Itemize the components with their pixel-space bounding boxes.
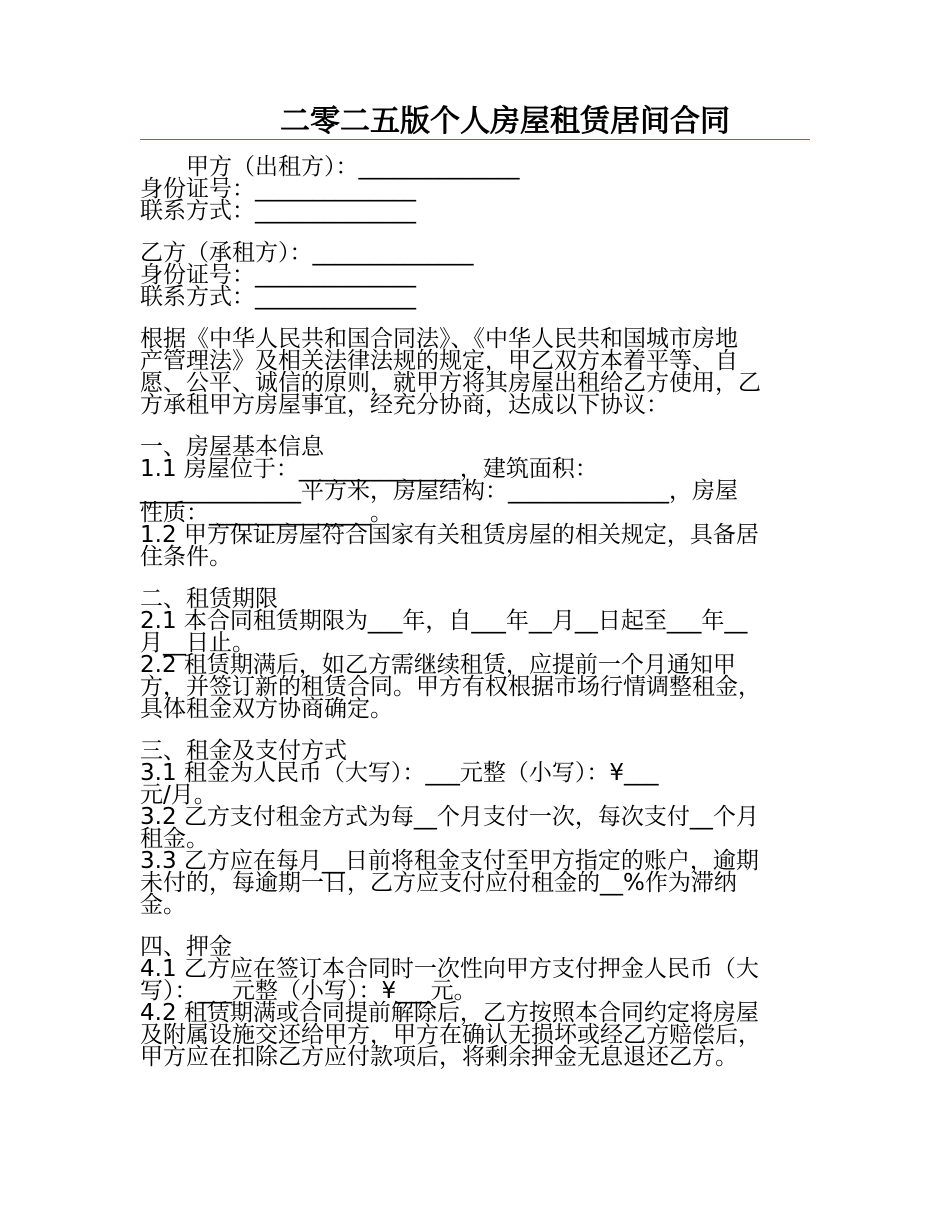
title-underline — [140, 139, 810, 140]
section-line: 3.3 乙方应在每月__日前将租金支付至甲方指定的账户，逾期 — [140, 848, 759, 874]
section-line: 未付的，每逾期一日，乙方应支付应付租金的__%作为滞纳 — [140, 870, 737, 896]
section-rent-payment — [140, 740, 810, 916]
section-line: 3.1 租金为人民币（大写）：___元整（小写）：¥___ — [140, 760, 659, 786]
section-line: 1.2 甲方保证房屋符合国家有关租赁房屋的相关规定，具备居 — [140, 522, 759, 548]
section-line: 3.2 乙方支付租金方式为每__个月支付一次，每次支付__个月 — [140, 804, 759, 830]
section-line: 元/月。 — [140, 782, 217, 808]
section-line: 4.1 乙方应在签订本合同时一次性向甲方支付押金人民币（大 — [140, 956, 759, 982]
section-deposit — [140, 936, 810, 1068]
section-line: 金。 — [140, 892, 186, 918]
preamble-line: 产管理法》及相关法律法规的规定，甲乙双方本着平等、自 — [140, 348, 738, 374]
party-a-name: 甲方（出租方）：______________ — [186, 154, 520, 180]
section-line: 2.2 租赁期满后，如乙方需继续租赁，应提前一个月通知甲 — [140, 652, 736, 678]
section-heading: 二、租赁期限 — [140, 586, 278, 612]
preamble-line: 方承租甲方房屋事宜，经充分协商，达成以下协议： — [140, 392, 669, 418]
section-line: 4.2 租赁期满或合同提前解除后，乙方按照本合同约定将房屋 — [140, 1000, 759, 1026]
section-line: 住条件。 — [140, 544, 232, 570]
section-line: 性质：______________。 — [140, 500, 393, 526]
party-b-contact: 联系方式：______________ — [140, 284, 416, 310]
section-line: 租金。 — [140, 826, 209, 852]
section-line: 月__日止。 — [140, 630, 255, 656]
section-line: 1.1 房屋位于：______________，建筑面积： — [140, 456, 598, 482]
party-b-name: 乙方（承租方）：______________ — [140, 240, 474, 266]
section-line: 甲方应在扣除乙方应付款项后，将剩余押金无息退还乙方。 — [140, 1044, 738, 1070]
party-a-id: 身份证号：______________ — [140, 176, 416, 202]
preamble-line: 根据《中华人民共和国合同法》、《中华人民共和国城市房地 — [140, 326, 738, 352]
section-heading: 四、押金 — [140, 934, 232, 960]
party-b-id: 身份证号：______________ — [140, 262, 416, 288]
preamble-line: 愿、公平、诚信的原则，就甲方将其房屋出租给乙方使用，乙 — [140, 370, 761, 396]
document-title: 二零二五版个人房屋租赁居间合同 — [280, 104, 730, 139]
preamble-paragraph — [140, 328, 810, 416]
section-lease-term — [140, 588, 810, 720]
section-basic-info — [140, 436, 810, 568]
section-line: 及附属设施交还给甲方，甲方在确认无损坏或经乙方赔偿后， — [140, 1022, 761, 1048]
section-heading: 三、租金及支付方式 — [140, 738, 347, 764]
document-body — [140, 156, 810, 1068]
section-line: 2.1 本合同租赁期限为___年，自___年__月__日起至___年__ — [140, 608, 748, 634]
section-line: 具体租金双方协商确定。 — [140, 696, 393, 722]
party-a-contact: 联系方式：______________ — [140, 198, 416, 224]
section-line: 方，并签订新的租赁合同。甲方有权根据市场行情调整租金， — [140, 674, 761, 700]
section-line: ______________平方米，房屋结构：______________，房屋 — [140, 478, 738, 504]
section-line: 写）：___元整（小写）：¥___元。 — [140, 978, 477, 1004]
section-heading: 一、房屋基本信息 — [140, 434, 324, 460]
